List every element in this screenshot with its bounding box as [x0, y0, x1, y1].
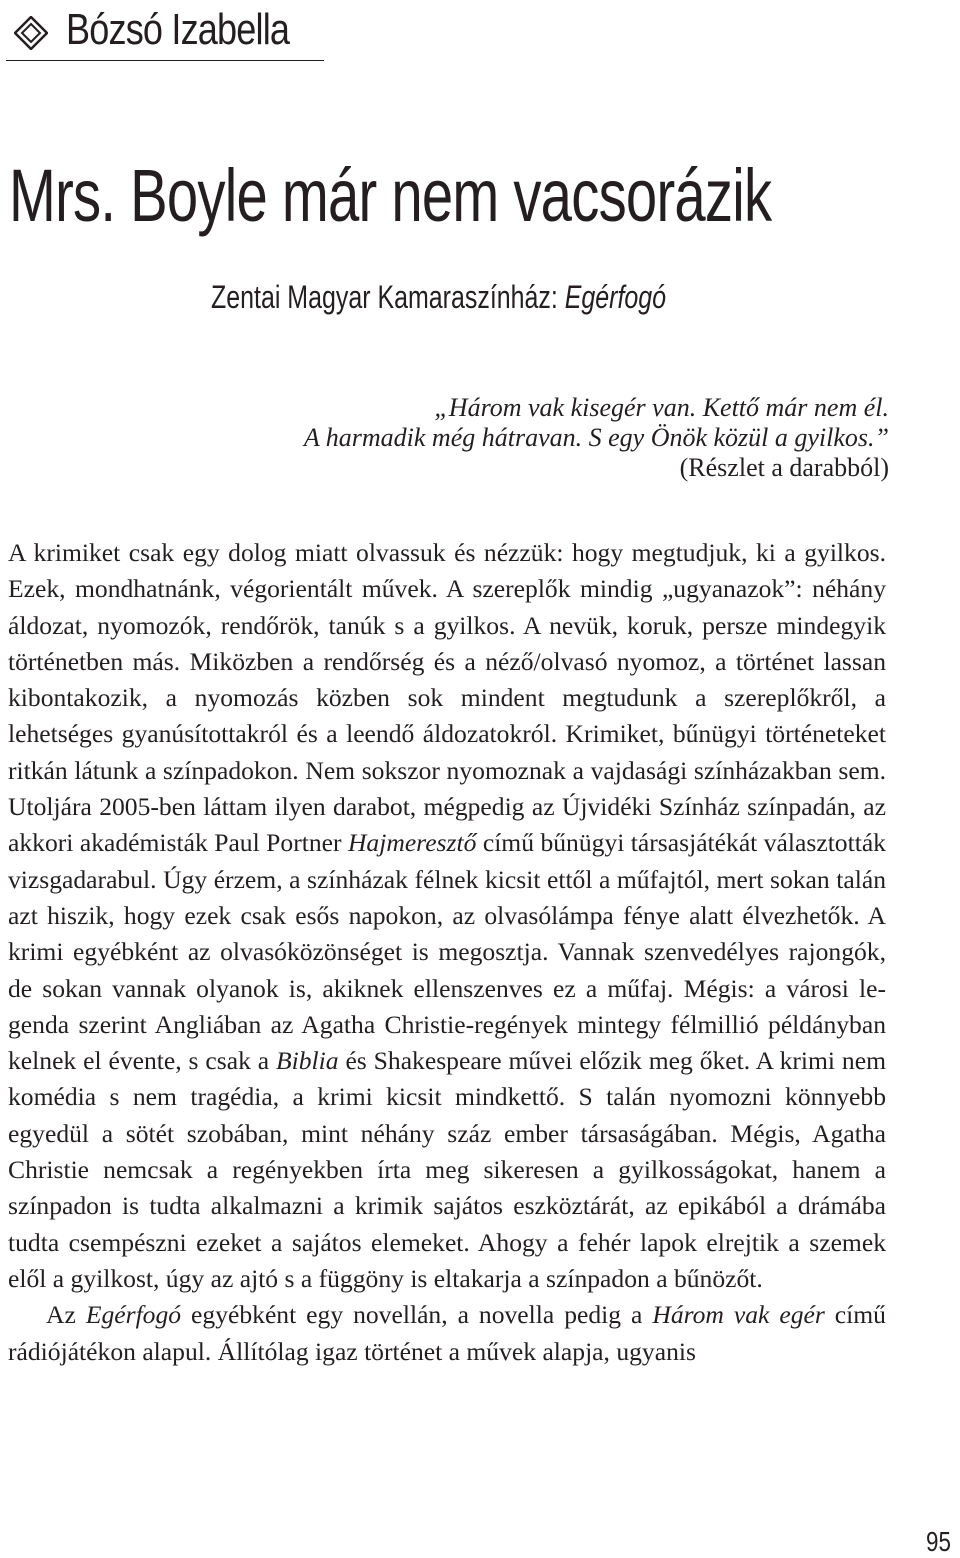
article-title: Mrs. Boyle már nem vacsorázik: [9, 154, 772, 237]
epigraph-source: (Részlet a darabból): [679, 453, 889, 482]
italic-title: Biblia: [276, 1046, 339, 1076]
author-header: [6, 0, 324, 61]
epigraph-line: „Három vak kisegér van. Kettő már nem él.: [434, 393, 889, 422]
author-name: Bózsó Izabella: [66, 5, 290, 54]
epigraph-line: A harmadik még hátravan. S egy Önök közül a gyilkos.”: [303, 423, 889, 452]
paragraph: [8, 1297, 886, 1370]
epigraph: [304, 393, 889, 483]
paragraph-text: és Shakespeare művei előzik meg őket. A krimi nem komédia s nem tragédia, a krimi kicsit mindkettő. S talán nyomozni könnyebb egyedül a sötét szobában, mint néhány száz ember társaságában. Mégis, Agatha Christie nemcsak a regényekben írta meg sikeresen a gyilkosságokat, hanem a színpadon is tudta alkalmazni a krimik sajátos eszköztárát, az epikából a drámába tudta csempészni ezeket a sajátos elemeket. Ahogy a fehér lapok elrejtik a szemek elől a gyilkost, úgy az ajtó s a függöny is eltakarja a színpadon a bűnözőt.: [8, 1046, 886, 1293]
paragraph-text: című bűnügyi társasjátékát választották vizsgadarabul. Úgy érzem, a színházak félnek kicsit ettől a műfajtól, mert sokan talán azt hiszik, hogy ezek csak esős napokon, az olvasólámpa fénye alatt élvezhetők. A krimi egyébként az olvasóközönséget is megosztja. Vannak szenvedélyes rajongók, de sokan vannak olyanok is, akiknek ellenszenves ez a műfaj. Mégis: a városi legenda szerint Angliában az Agatha Christie-regények mintegy félmillió példányban kelnek el évente, s csak a: [8, 828, 886, 1076]
paragraph-text: egyébként egy novellán, a novella pedig a: [181, 1300, 653, 1330]
article-body: [8, 535, 886, 1370]
article-subtitle: [211, 277, 666, 317]
italic-title: Hajmeresztő: [347, 828, 477, 858]
subtitle-play-title: Egérfogó: [564, 279, 667, 315]
subtitle-theatre: Zentai Magyar Kamaraszínház:: [211, 279, 565, 315]
paragraph-text: A krimiket csak egy dolog miatt olvassuk és nézzük: hogy megtudjuk, ki a gyilkos. Ezek, mondhatnánk, végorientált művek. A szereplők mindig „ugyanazok”: néhány áldozat, nyomozók, rendőrök, tanúk s a gyilkos. A nevük, koruk, persze mindegyik történetben más. Miközben a rendőrség és a néző/olvasó nyomoz, a történet lassan kibontakozik, a nyomozás közben sok mindent megtudunk a szereplőkről, a lehetséges gyanúsítottakról és a leendő áldozatokról. Krimiket, bűnügyi történeteket ritkán látunk a színpadokon. Nem sokszor nyomoznak a vajdasági színházakban sem. Utoljára 2005-ben láttam ilyen darabot, mégpedig az Újvidéki Színház színpadán, az akkori akadémisták Paul Portner: [8, 538, 886, 858]
italic-title: Három vak egér: [652, 1300, 825, 1330]
paragraph-text: című rádiójátékon alapul. Állítólag igaz történet a művek alapja, ugyanis: [8, 1300, 886, 1366]
page-number: 95: [926, 1526, 951, 1557]
diamond-bullet-icon: [14, 16, 48, 50]
paragraph-text: Az: [46, 1300, 86, 1330]
italic-title: Egérfogó: [85, 1300, 182, 1330]
paragraph: [8, 535, 886, 1297]
